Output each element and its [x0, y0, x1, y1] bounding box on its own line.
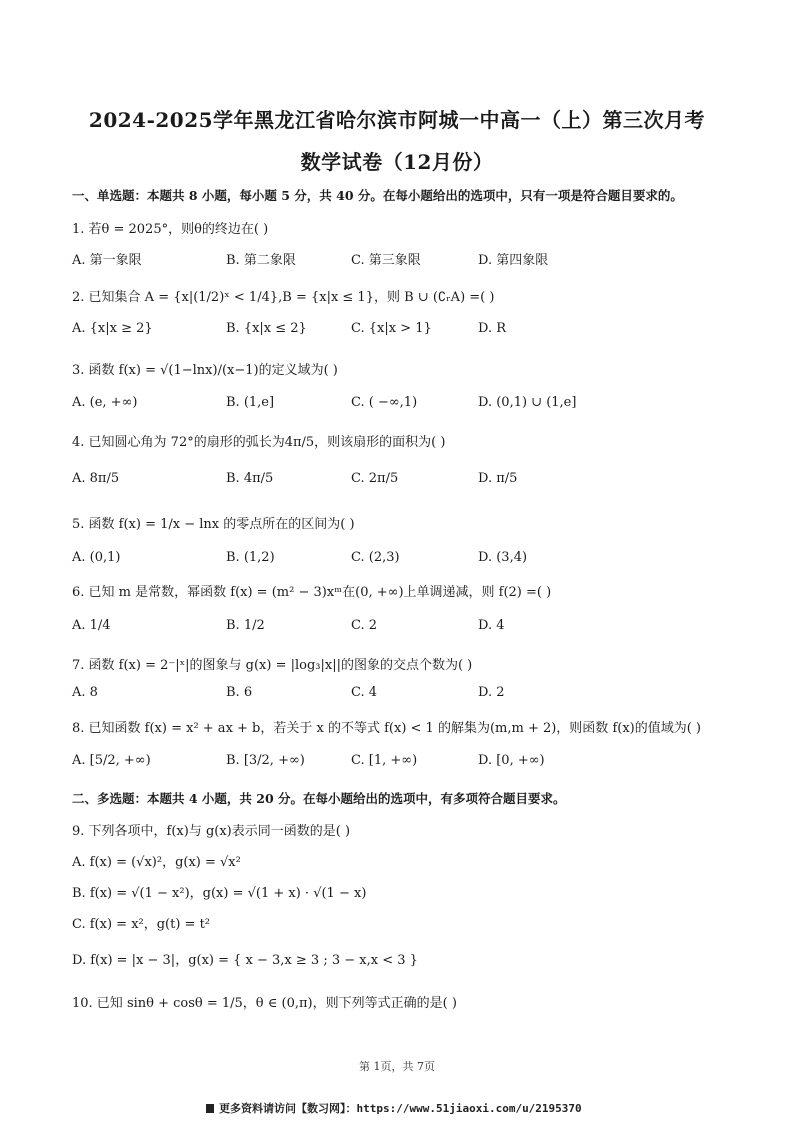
section-heading-multiple-choice: 二、多选题：本题共 4 小题，共 20 分。在每小题给出的选项中，有多项符合题目要求。	[72, 791, 566, 806]
question-9-option-a: A. f(x) = (√x)²，g(x) = √x²	[72, 855, 241, 870]
option-d: D. 4	[478, 618, 505, 633]
option-d: D. (0,1) ∪ (1,e]	[478, 395, 577, 410]
question-2-options	[72, 321, 722, 341]
flag-icon	[206, 1104, 214, 1113]
question-7-options	[72, 685, 722, 705]
exam-title: 2024-2025学年黑龙江省哈尔滨市阿城一中高一（上）第三次月考	[88, 108, 706, 132]
question-5-stem: 5. 函数 f(x) = 1/x − lnx 的零点所在的区间为( )	[72, 517, 355, 532]
option-c: C. 2	[351, 618, 378, 633]
option-a: A. 8π/5	[72, 471, 120, 486]
question-7-stem: 7. 函数 f(x) = 2⁻|ˣ|的图象与 g(x) = |log₃|x||的图象的交点个数为( )	[72, 658, 473, 673]
option-b: B. 1/2	[226, 618, 265, 633]
question-8-stem: 8. 已知函数 f(x) = x² + ax + b，若关于 x 的不等式 f(x) < 1 的解集为(m,m + 2)，则函数 f(x)的值域为( )	[72, 721, 702, 736]
option-c: C. (2,3)	[351, 550, 400, 565]
option-d: D. 2	[478, 685, 505, 700]
option-d: D. R	[478, 321, 507, 336]
option-d: D. (3,4)	[478, 550, 528, 565]
question-1-stem: 1. 若θ = 2025°，则θ的终边在( )	[72, 222, 269, 237]
question-4-options	[72, 471, 722, 491]
option-d: D. 第四象限	[478, 253, 549, 268]
option-a: A. 第一象限	[72, 253, 142, 268]
question-4-stem: 4. 已知圆心角为 72°的扇形的弧长为4π/5，则该扇形的面积为( )	[72, 435, 446, 450]
option-b: B. {x|x ≤ 2}	[226, 321, 307, 336]
option-b: B. (1,e]	[226, 395, 275, 410]
question-5-options	[72, 550, 722, 570]
option-c: C. 4	[351, 685, 378, 700]
question-9-option-d: D. f(x) = |x − 3|，g(x) = { x − 3,x ≥ 3 ; 3 − x,x < 3 }	[72, 953, 418, 968]
option-a: A. [5/2, +∞)	[72, 753, 151, 768]
question-9-option-c: C. f(x) = x²，g(t) = t²	[72, 917, 211, 932]
question-3-stem: 3. 函数 f(x) = √(1−lnx)/(x−1)的定义域为( )	[72, 363, 338, 378]
option-c: C. {x|x > 1}	[351, 321, 432, 336]
option-d: D. π/5	[478, 471, 518, 486]
question-8-options	[72, 753, 722, 773]
option-d: D. [0, +∞)	[478, 753, 545, 768]
question-9-stem: 9. 下列各项中，f(x)与 g(x)表示同一函数的是( )	[72, 824, 351, 839]
exam-subtitle: 数学试卷（12月份）	[300, 150, 494, 174]
question-9-option-b: B. f(x) = √(1 − x²)，g(x) = √(1 + x) · √(1 − x)	[72, 886, 367, 901]
option-c: C. ( −∞,1)	[351, 395, 418, 410]
question-6-options	[72, 618, 722, 638]
question-1-options	[72, 249, 722, 269]
option-a: A. 8	[72, 685, 98, 700]
option-a: A. (e, +∞)	[72, 395, 138, 410]
option-b: B. [3/2, +∞)	[226, 753, 305, 768]
option-a: A. (0,1)	[72, 550, 121, 565]
option-a: A. 1/4	[72, 618, 111, 633]
question-2-stem: 2. 已知集合 A = {x|(1/2)ˣ < 1/4},B = {x|x ≤ 1}，则 B ∪ (∁ᵣA) =( )	[72, 290, 495, 305]
question-3-options	[72, 395, 722, 415]
option-b: B. 4π/5	[226, 471, 274, 486]
option-c: C. [1, +∞)	[351, 753, 418, 768]
option-c: C. 第三象限	[351, 253, 421, 268]
option-b: B. 6	[226, 685, 253, 700]
option-b: B. (1,2)	[226, 550, 275, 565]
option-c: C. 2π/5	[351, 471, 399, 486]
option-b: B. 第二象限	[226, 253, 296, 268]
option-a: A. {x|x ≥ 2}	[72, 321, 153, 336]
promo-banner	[206, 1100, 582, 1116]
section-heading-single-choice: 一、单选题：本题共 8 小题，每小题 5 分，共 40 分。在每小题给出的选项中，只有一项是符合题目要求的。	[72, 188, 683, 203]
question-10-stem: 10. 已知 sinθ + cosθ = 1/5，θ ∈ (0,π)，则下列等式正确的是( )	[72, 996, 457, 1011]
page-number: 第 1页，共 7页	[359, 1060, 435, 1073]
question-6-stem: 6. 已知 m 是常数，幂函数 f(x) = (m² − 3)xᵐ在(0, +∞)上单调递减，则 f(2) =( )	[72, 585, 552, 600]
promo-banner-text: 更多资料请访问【数习网】：https://www.51jiaoxi.com/u/2195370	[219, 1102, 582, 1115]
